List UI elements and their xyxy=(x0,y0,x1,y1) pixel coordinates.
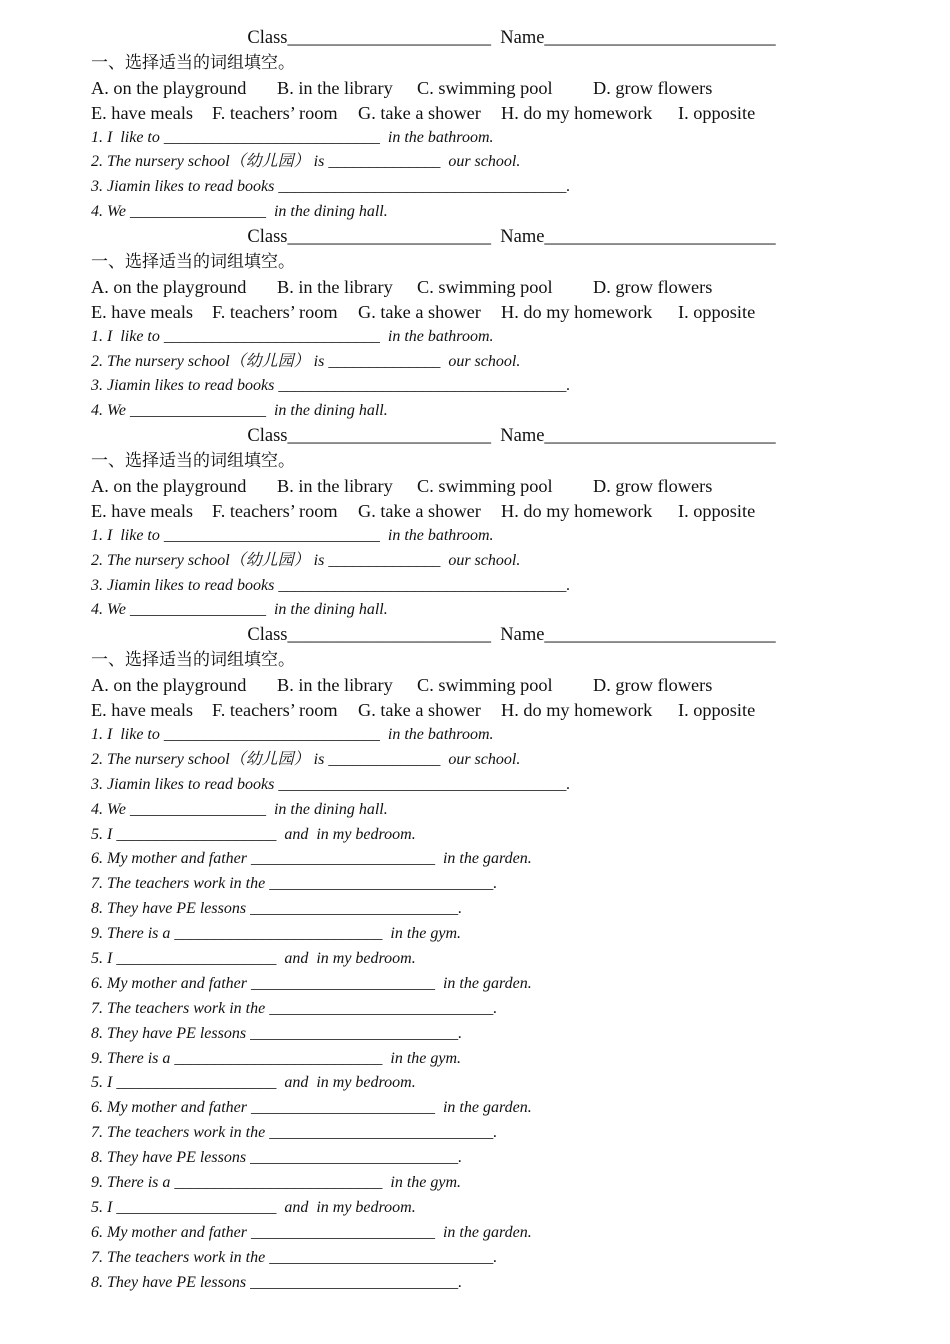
option: I. opposite xyxy=(678,500,756,521)
options-row-2 xyxy=(91,698,891,723)
option: F. teachers’ room xyxy=(212,301,338,322)
class-field: Class______________________ xyxy=(247,426,491,447)
options-row-1 xyxy=(91,275,891,300)
class-field: Class______________________ xyxy=(247,227,491,248)
question: 4. We _________________ in the dining hall. xyxy=(91,203,388,221)
name-field: Name_________________________ xyxy=(500,625,776,646)
option: B. in the library xyxy=(277,675,393,696)
header-line xyxy=(91,26,891,51)
instruction: 一、选择适当的词组填空。 xyxy=(91,650,295,671)
option: I. opposite xyxy=(678,700,756,721)
question: 3. Jiamin likes to read books ____________________________________. xyxy=(91,178,571,196)
question: 6. My mother and father _______________________ in the garden. xyxy=(91,1099,532,1117)
question: 1. I like to ___________________________ in the bathroom. xyxy=(91,725,494,743)
option: F. teachers’ room xyxy=(212,102,338,123)
option: D. grow flowers xyxy=(593,675,713,696)
option: B. in the library xyxy=(277,476,393,497)
question: 7. The teachers work in the ____________________________. xyxy=(91,999,498,1017)
question: 7. The teachers work in the ____________________________. xyxy=(91,1248,498,1266)
worksheet-block xyxy=(91,225,891,424)
question: 5. I ____________________ and in my bedroom. xyxy=(91,1198,416,1216)
option: E. have meals xyxy=(91,500,194,521)
options-row-2 xyxy=(91,499,891,524)
options-row-1 xyxy=(91,673,891,698)
option: G. take a shower xyxy=(358,102,481,123)
instruction: 一、选择适当的词组填空。 xyxy=(91,451,295,472)
option: B. in the library xyxy=(277,77,393,98)
option: D. grow flowers xyxy=(593,77,713,98)
option: C. swimming pool xyxy=(417,276,553,297)
option: F. teachers’ room xyxy=(212,700,338,721)
question: 4. We _________________ in the dining hall. xyxy=(91,800,388,818)
option: I. opposite xyxy=(678,301,756,322)
class-field: Class______________________ xyxy=(247,625,491,646)
option: C. swimming pool xyxy=(417,675,553,696)
header-line xyxy=(91,424,891,449)
option: A. on the playground xyxy=(91,77,247,98)
options-row-1 xyxy=(91,474,891,499)
worksheet-block xyxy=(91,26,891,225)
question: 5. I ____________________ and in my bedroom. xyxy=(91,825,416,843)
question: 6. My mother and father _______________________ in the garden. xyxy=(91,1223,532,1241)
options-row-2 xyxy=(91,101,891,126)
question: 2. The nursery school（幼儿园） is ______________ our school. xyxy=(91,153,521,171)
option: C. swimming pool xyxy=(417,77,553,98)
option: G. take a shower xyxy=(358,500,481,521)
question: 9. There is a __________________________ in the gym. xyxy=(91,925,462,943)
question: 3. Jiamin likes to read books ____________________________________. xyxy=(91,576,571,594)
question: 9. There is a __________________________ in the gym. xyxy=(91,1049,462,1067)
option: C. swimming pool xyxy=(417,476,553,497)
option: D. grow flowers xyxy=(593,476,713,497)
question: 3. Jiamin likes to read books ____________________________________. xyxy=(91,775,571,793)
question: 9. There is a __________________________ in the gym. xyxy=(91,1173,462,1191)
option: H. do my homework xyxy=(501,700,653,721)
name-field: Name_________________________ xyxy=(500,28,776,48)
option: H. do my homework xyxy=(501,102,653,123)
question: 2. The nursery school（幼儿园） is ______________ our school. xyxy=(91,352,521,370)
header-line xyxy=(91,225,891,250)
worksheet-block xyxy=(91,424,891,623)
question: 6. My mother and father _______________________ in the garden. xyxy=(91,974,532,992)
question: 6. My mother and father _______________________ in the garden. xyxy=(91,850,532,868)
option: F. teachers’ room xyxy=(212,500,338,521)
question: 3. Jiamin likes to read books ____________________________________. xyxy=(91,377,571,395)
header-line xyxy=(91,623,891,648)
question: 5. I ____________________ and in my bedroom. xyxy=(91,949,416,967)
question: 1. I like to ___________________________ in the bathroom. xyxy=(91,128,494,146)
option: H. do my homework xyxy=(501,301,653,322)
worksheet-document xyxy=(91,26,891,1295)
option: E. have meals xyxy=(91,301,194,322)
option: A. on the playground xyxy=(91,476,247,497)
question: 8. They have PE lessons __________________________. xyxy=(91,1149,463,1167)
name-field: Name_________________________ xyxy=(500,227,776,248)
question: 5. I ____________________ and in my bedroom. xyxy=(91,1074,416,1092)
question: 8. They have PE lessons __________________________. xyxy=(91,1024,463,1042)
name-field: Name_________________________ xyxy=(500,426,776,447)
question: 7. The teachers work in the ____________________________. xyxy=(91,875,498,893)
option: A. on the playground xyxy=(91,675,247,696)
option: A. on the playground xyxy=(91,276,247,297)
question: 2. The nursery school（幼儿园） is ______________ our school. xyxy=(91,750,521,768)
class-field: Class______________________ xyxy=(247,28,491,48)
option: I. opposite xyxy=(678,102,756,123)
question: 4. We _________________ in the dining hall. xyxy=(91,601,388,619)
worksheet-block xyxy=(91,623,891,822)
question: 1. I like to ___________________________ in the bathroom. xyxy=(91,526,494,544)
instruction: 一、选择适当的词组填空。 xyxy=(91,52,295,73)
instruction: 一、选择适当的词组填空。 xyxy=(91,252,295,273)
option: D. grow flowers xyxy=(593,276,713,297)
option: G. take a shower xyxy=(358,700,481,721)
extra-questions xyxy=(91,823,891,1296)
options-row-2 xyxy=(91,300,891,325)
question: 4. We _________________ in the dining hall. xyxy=(91,402,388,420)
question: 2. The nursery school（幼儿园） is ______________ our school. xyxy=(91,551,521,569)
question: 1. I like to ___________________________ in the bathroom. xyxy=(91,327,494,345)
option: H. do my homework xyxy=(501,500,653,521)
options-row-1 xyxy=(91,76,891,101)
option: E. have meals xyxy=(91,102,194,123)
option: E. have meals xyxy=(91,700,194,721)
option: G. take a shower xyxy=(358,301,481,322)
question: 8. They have PE lessons __________________________. xyxy=(91,900,463,918)
question: 8. They have PE lessons __________________________. xyxy=(91,1273,463,1291)
question: 7. The teachers work in the ____________________________. xyxy=(91,1124,498,1142)
option: B. in the library xyxy=(277,276,393,297)
